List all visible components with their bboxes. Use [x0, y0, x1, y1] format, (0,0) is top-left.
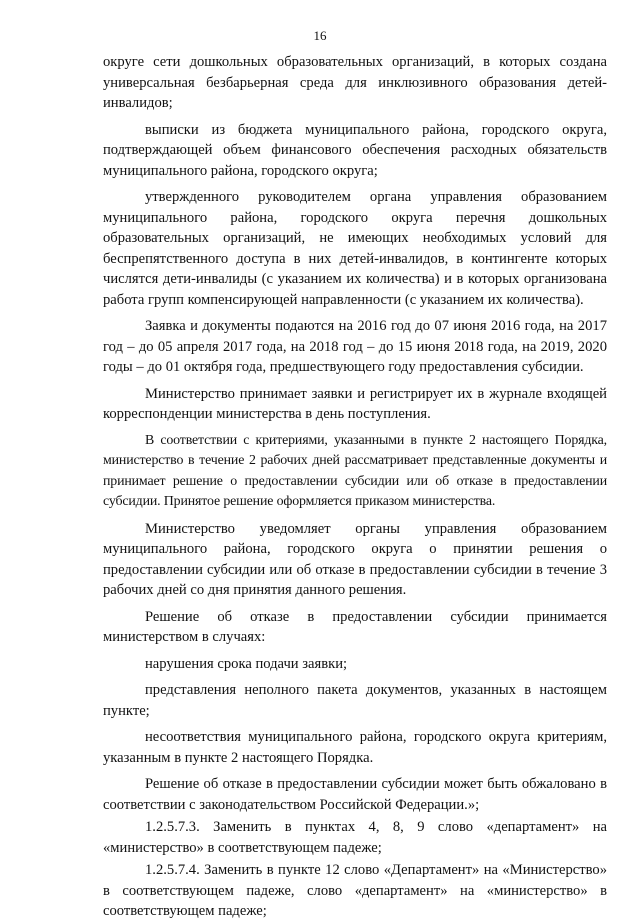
paragraph-item-1-2-5-7-4: 1.2.5.7.4. Заменить в пункте 12 слово «Департамент» на «Министерство» в соответствующем падеже, слово «департамент» на «министерство» в соответствующем падеже;: [103, 862, 607, 919]
document-body: [103, 52, 607, 924]
paragraph-criteria-mismatch: несоответствия муниципального района, городского округа критериям, указанным в пункте 2 настоящего Порядка.: [103, 729, 607, 766]
paragraph-refusal-cases: Решение об отказе в предоставлении субсидии принимается министерством в случаях:: [103, 608, 607, 645]
paragraph-network-continuation: округе сети дошкольных образовательных организаций, в которых создана универсальная безбарьерная среда для инклюзивного образования детей-инвалидов;: [103, 54, 607, 111]
paragraph-deadline-violation: нарушения срока подачи заявки;: [145, 655, 348, 672]
page-number: 16: [313, 28, 327, 43]
paragraph-submission-deadlines: Заявка и документы подаются на 2016 год до 07 июня 2016 года, на 2017 год – до 05 апреля 2017 года, на 2018 год – до 15 июня 2018 года, на 2019, 2020 годы – до 01 октября года, предшествующего году предоставления субсидии.: [103, 318, 607, 375]
paragraph-incomplete-package: представления неполного пакета документов, указанных в настоящем пункте;: [103, 682, 607, 719]
paragraph-approved-list: утвержденного руководителем органа управления образованием муниципального района, городского округа перечня дошкольных образовательных организаций, не имеющих необходимых условий для беспрепятственного доступа в них детей-инвалидов, в контингенте которых числятся дети-инвалиды (с указанием их количества) и в которых организована работа групп компенсирующей направленности (с указанием их количества).: [103, 189, 607, 308]
paragraph-appeal: Решение об отказе в предоставлении субсидии может быть обжаловано в соответствии с законодательством Российской Федерации.»;: [103, 776, 607, 813]
paragraph-review: В соответствии с критериями, указанными в пункте 2 настоящего Порядка, министерство в течение 2 рабочих дней рассматривает представленные документы и принимает решение о предоставлении субсидии или об отказе в предоставлении субсидии. Принятое решение оформляется приказом министерства.: [103, 432, 607, 509]
paragraph-item-1-2-5-7-3: 1.2.5.7.3. Заменить в пунктах 4, 8, 9 слово «департамент» на «министерство» в соответствующем падеже;: [103, 819, 607, 856]
paragraph-budget-extract: выписки из бюджета муниципального района, городского округа, подтверждающей объем финансового обеспечения расходных обязательств муниципального района, городского округа;: [103, 121, 607, 179]
paragraph-notification: Министерство уведомляет органы управления образованием муниципального района, городского округа о принятии решения о предоставлении субсидии или об отказе в предоставлении субсидии в течение 3 рабочих дней со дня принятия данного решения.: [103, 520, 607, 598]
paragraph-registration: Министерство принимает заявки и регистрирует их в журнале входящей корреспонденции министерства в день поступления.: [103, 385, 607, 422]
